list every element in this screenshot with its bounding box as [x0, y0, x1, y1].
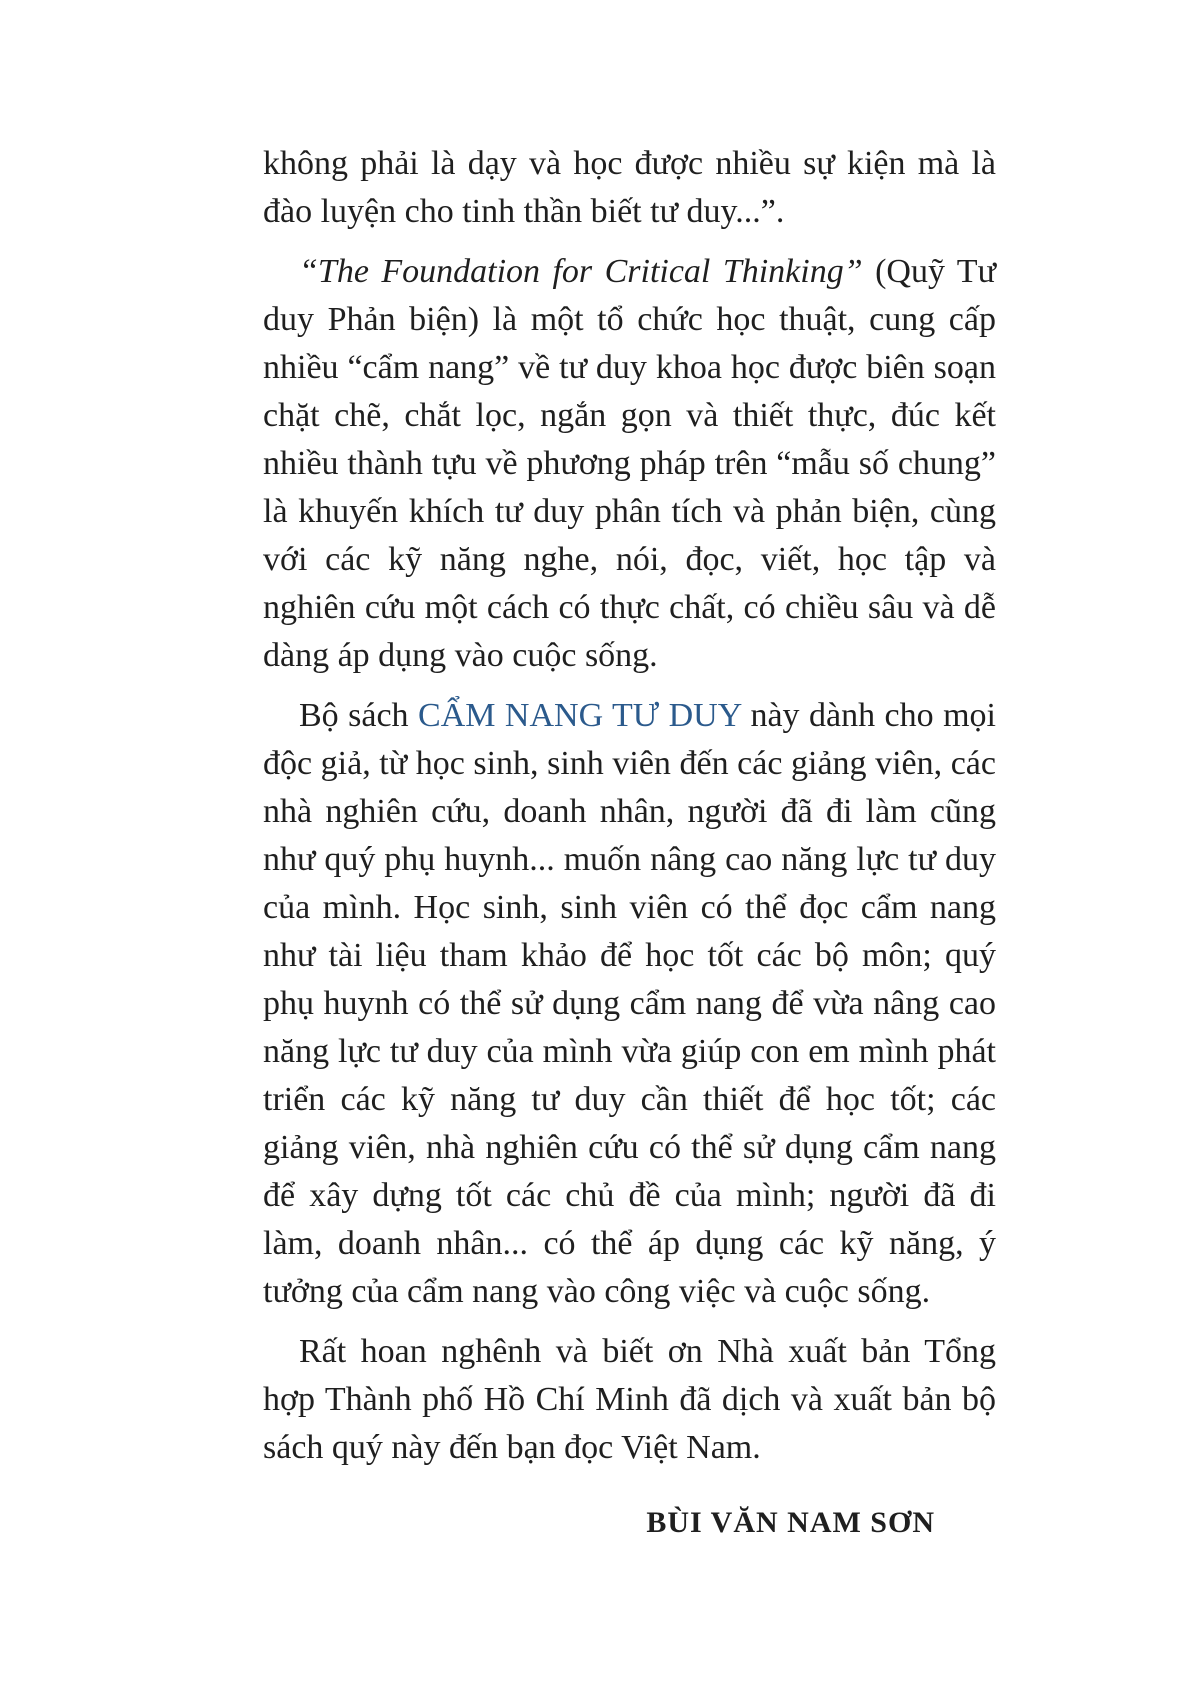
paragraph-4-text: Rất hoan nghênh và biết ơn Nhà xuất bản Tổng hợp Thành phố Hồ Chí Minh đã dịch và xuất bản bộ sách quý này đến bạn đọc Việt Nam. [263, 1333, 996, 1466]
paragraph-1 [263, 140, 996, 236]
paragraph-3 [263, 692, 996, 1316]
paragraph-1-text: không phải là dạy và học được nhiều sự kiện mà là đào luyện cho tinh thần biết tư duy...”. [263, 145, 996, 230]
foundation-title: “The Foundation for Critical Thinking” [299, 253, 863, 290]
paragraph-2 [263, 248, 996, 680]
author-signature: BÙI VĂN NAM SƠN [646, 1506, 935, 1539]
page-body [263, 140, 996, 1484]
paragraph-3-start: Bộ sách [299, 697, 419, 734]
paragraph-2-text: (Quỹ Tư duy Phản biện) là một tổ chức học thuật, cung cấp nhiều “cẩm nang” về tư duy khoa học được biên soạn chặt chẽ, chắt lọc, ngắn gọn và thiết thực, đúc kết nhiều thành tựu về phương pháp trên “mẫu số chung” là khuyến khích tư duy phân tích và phản biện, cùng với các kỹ năng nghe, nói, đọc, viết, học tập và nghiên cứu một cách có thực chất, có chiều sâu và dễ dàng áp dụng vào cuộc sống. [263, 253, 996, 674]
paragraph-4 [263, 1328, 996, 1472]
paragraph-3-text: này dành cho mọi độc giả, từ học sinh, sinh viên đến các giảng viên, các nhà nghiên cứu, doanh nhân, người đã đi làm cũng như quý phụ huynh... muốn nâng cao năng lực tư duy của mình. Học sinh, sinh viên có thể đọc cẩm nang như tài liệu tham khảo để học tốt các bộ môn; quý phụ huynh có thể sử dụng cẩm nang để vừa nâng cao năng lực tư duy của mình vừa giúp con em mình phát triển các kỹ năng tư duy cần thiết để học tốt; các giảng viên, nhà nghiên cứu có thể sử dụng cẩm nang để xây dựng tốt các chủ đề của mình; người đã đi làm, doanh nhân... có thể áp dụng các kỹ năng, ý tưởng của cẩm nang vào công việc và cuộc sống. [263, 697, 996, 1310]
series-title: CẨM NANG TƯ DUY [418, 697, 741, 734]
